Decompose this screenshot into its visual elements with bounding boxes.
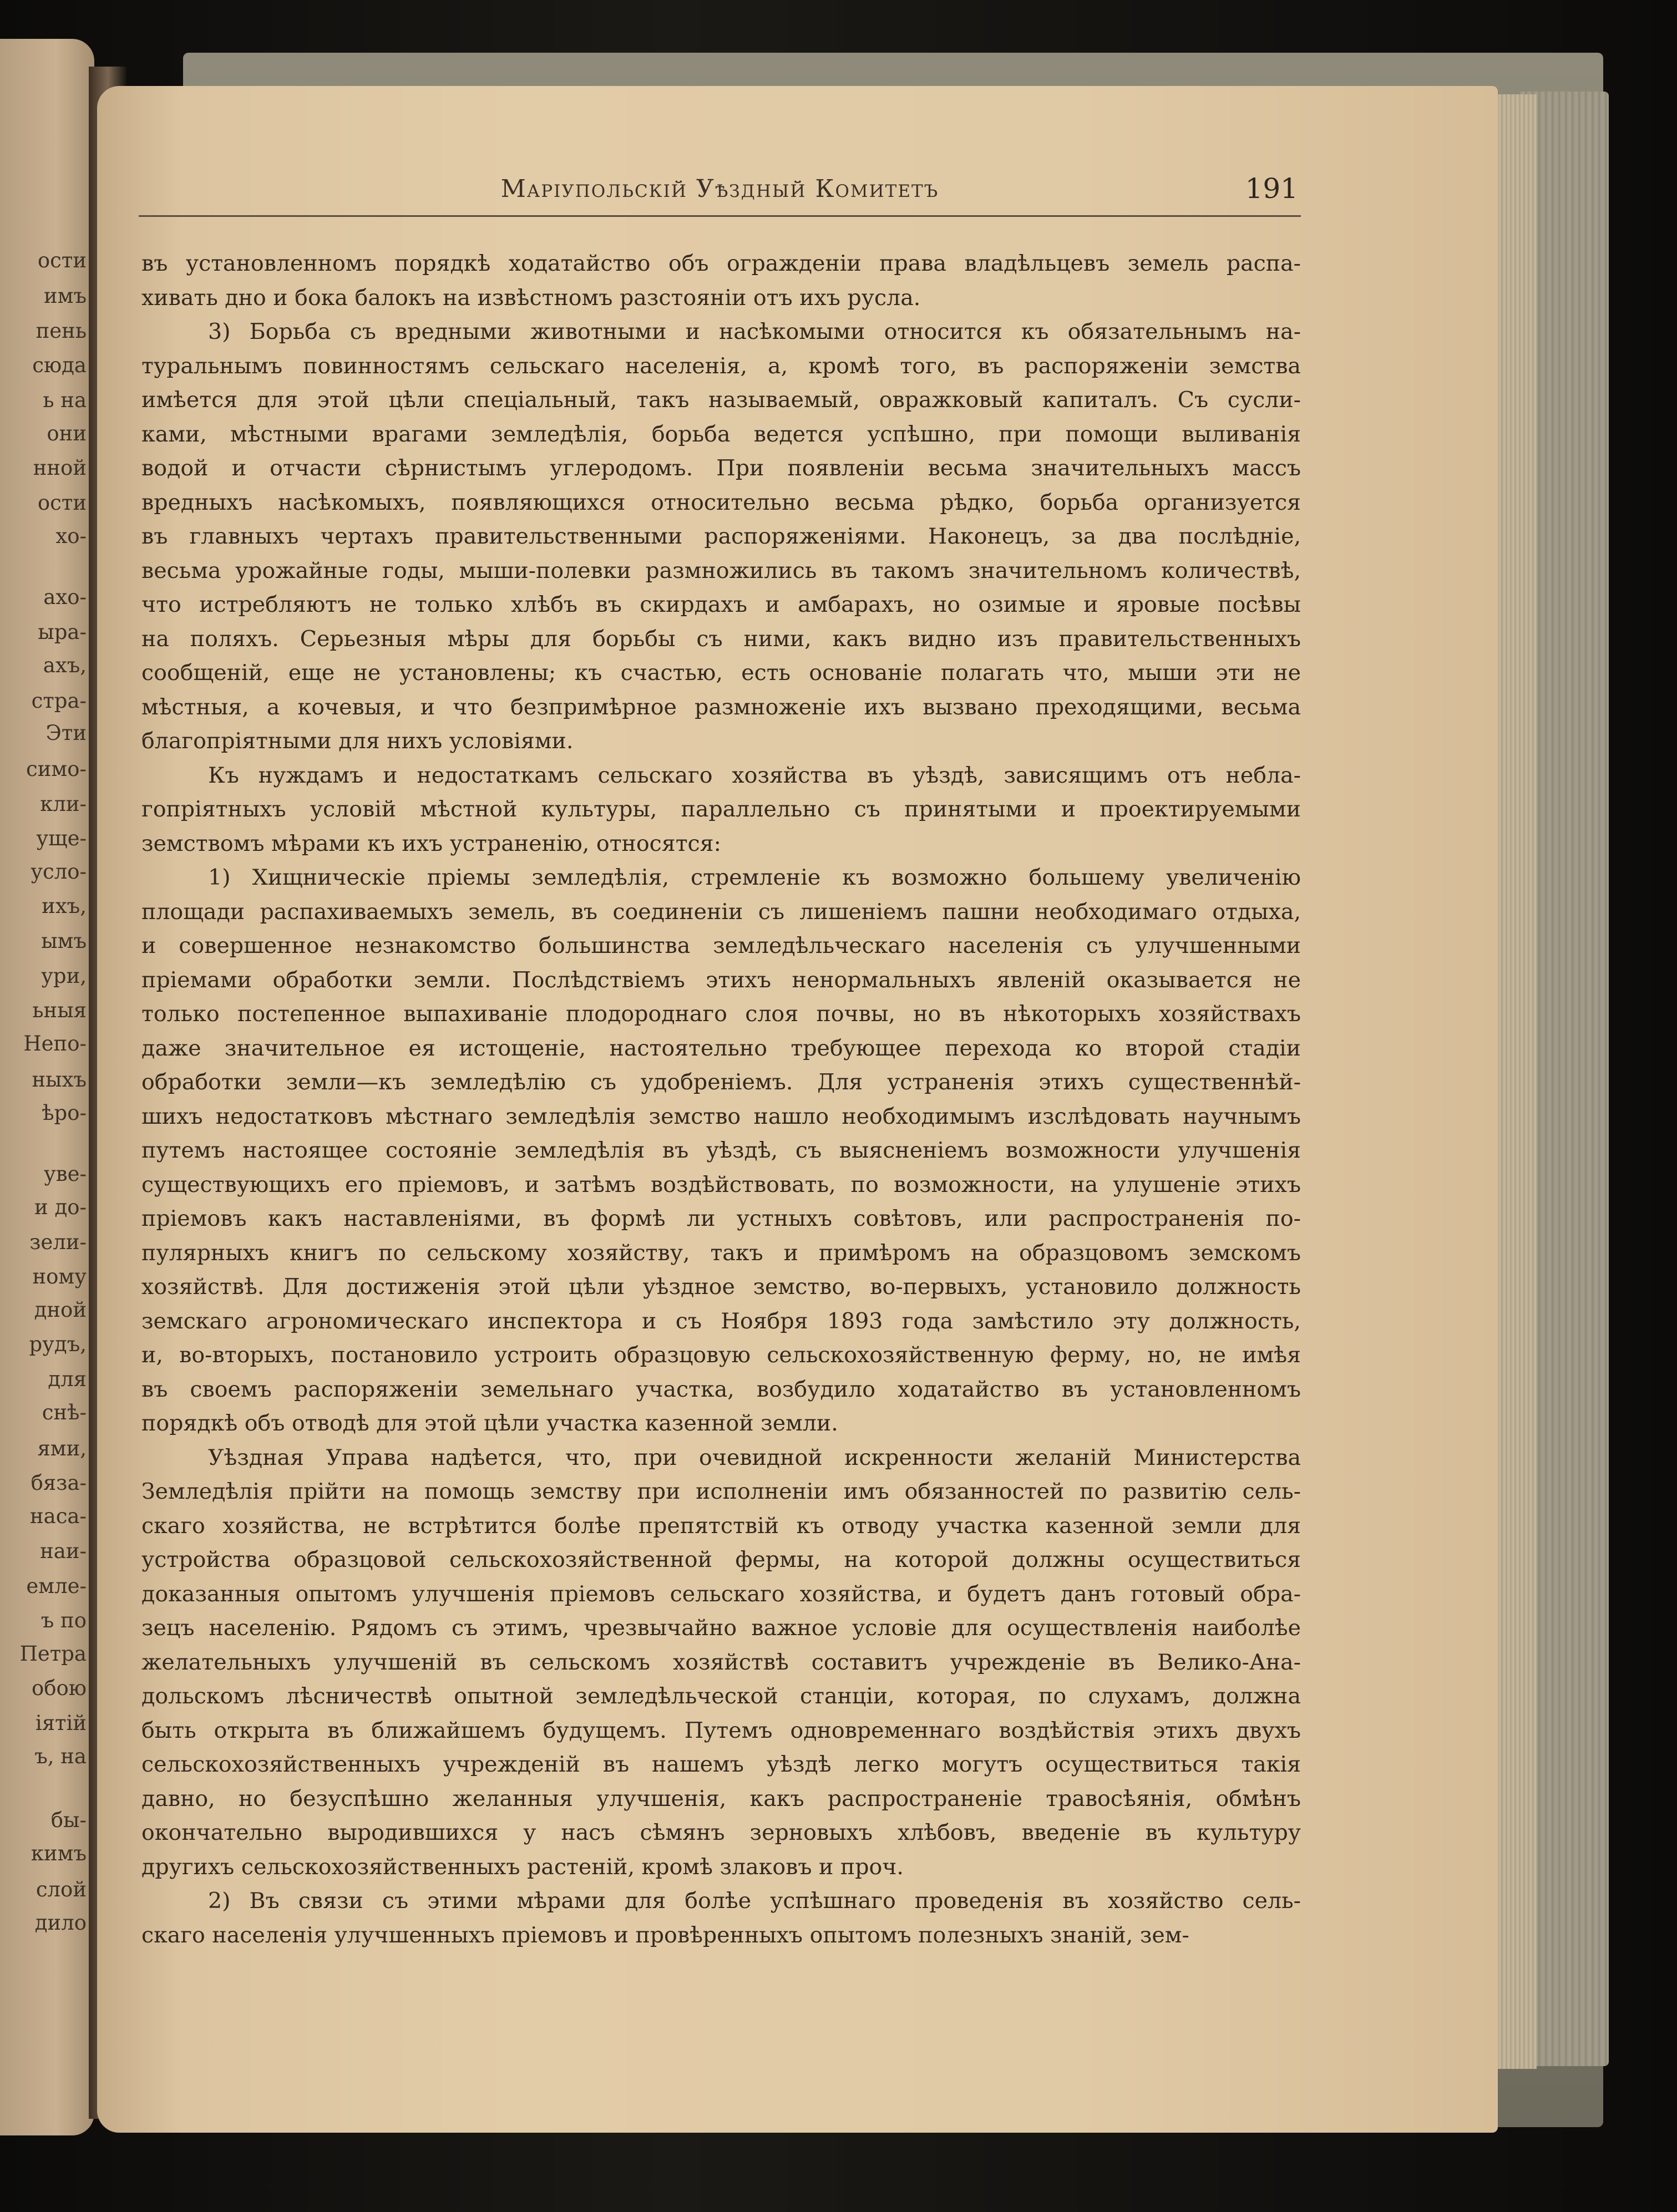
left-page-fragment: бы-	[50, 1808, 87, 1832]
text-line: путемъ настоящее состояніе земледѣлія въ уѣздѣ, съ выясненіемъ возможности улучшенія	[141, 1138, 1301, 1163]
text-line: обработки земли—къ земледѣлію съ удобреніемъ. Для устраненія этихъ существеннѣй-	[141, 1069, 1301, 1095]
text-line: даже значительное ея истощеніе, настоятельно требующее перехода ко второй стадіи	[141, 1035, 1301, 1061]
text-line: окончательно выродившихся у насъ сѣмянъ зерновыхъ хлѣбовъ, введеніе въ культуру	[141, 1820, 1301, 1845]
left-page-fragment: ости	[37, 491, 87, 515]
left-page-fragment: дной	[34, 1298, 87, 1322]
left-page-fragment: ному	[32, 1265, 87, 1288]
text-line: что истребляютъ не только хлѣбъ въ скирдахъ и амбарахъ, но озимые и яровые посѣвы	[141, 592, 1301, 617]
text-line: весьма урожайные годы, мыши-полевки размножились въ такомъ значительномъ количествѣ,	[141, 557, 1301, 584]
text-line: и, во-вторыхъ, постановило устроить образцовую сельскохозяйственную ферму, но, не имѣя	[141, 1342, 1301, 1368]
text-line: благопріятными для нихъ условіями.	[141, 728, 574, 754]
left-page-fragment: ости	[37, 248, 87, 272]
text-line: только постепенное выпахиваніе плодороднаго слоя почвы, но въ нѣкоторыхъ хозяйствахъ	[141, 1001, 1301, 1027]
left-page-fragment: симо-	[26, 757, 87, 781]
left-page-fragment: ъ, на	[34, 1744, 87, 1768]
text-line: доказанныя опытомъ улучшенія пріемовъ сельскаго хозяйства, и будетъ данъ готовый обра-	[141, 1581, 1301, 1607]
left-page-fragment: хо-	[55, 524, 87, 548]
left-page-fragment: ахъ,	[43, 653, 87, 677]
page-body	[141, 247, 1301, 1952]
header-rule	[139, 215, 1301, 217]
text-line: на поляхъ. Серьезныя мѣры для борьбы съ ними, какъ видно изъ правительственныхъ	[141, 626, 1301, 652]
text-line: скаго хозяйства, не встрѣтится болѣе препятствій къ отводу участка казенной земли для	[141, 1513, 1301, 1539]
left-page-fragment: іятій	[35, 1711, 87, 1735]
text-line: въ установленномъ порядкѣ ходатайство объ огражденіи права владѣльцевъ земель распа-	[141, 251, 1301, 276]
running-head: Маріупольскій Уѣздный Комитетъ	[500, 175, 939, 203]
left-page-fragment: ъ по	[40, 1609, 87, 1632]
text-line: гопріятныхъ условій мѣстной культуры, параллельно съ принятыми и проектируемыми	[141, 796, 1301, 822]
text-line: хивать дно и бока балокъ на извѣстномъ разстояніи отъ ихъ русла.	[141, 285, 921, 311]
text-line: желательныхъ улучшеній въ сельскомъ хозяйствѣ составитъ учрежденіе въ Велико-Ана-	[141, 1649, 1301, 1675]
text-line: водой и отчасти сѣрнистымъ углеродомъ. При появленіи весьма значительныхъ массъ	[141, 455, 1301, 481]
left-page-fragment: сюда	[32, 353, 87, 377]
text-line: пріемовъ какъ наставленіями, въ формѣ ли устныхъ совѣтовъ, или распространенія по-	[141, 1206, 1301, 1231]
left-page-fragment: Петра	[19, 1642, 87, 1666]
left-page-fragment: они	[47, 422, 87, 445]
text-line: другихъ сельскохозяйственныхъ растеній, кромѣ злаковъ и проч.	[141, 1854, 904, 1880]
text-line: пулярныхъ книгъ по сельскому хозяйству, такъ и примѣромъ на образцовомъ земскомъ	[141, 1240, 1301, 1266]
text-line: туральнымъ повинностямъ сельскаго населенія, а, кромѣ того, въ распоряженіи земства	[141, 353, 1301, 379]
page-header	[141, 175, 1298, 208]
text-line: сообщеній, еще не установлены; къ счастью, есть основаніе полагать что, мыши эти не	[141, 660, 1301, 686]
left-page-fragment: ури,	[41, 964, 87, 988]
left-page-fragment: обою	[31, 1676, 87, 1700]
text-line: земскаго агрономическаго инспектора и съ Ноября 1893 года замѣстило эту должность,	[141, 1308, 1301, 1334]
left-page-fragment: ымъ	[41, 929, 87, 953]
left-page-fragment: рудъ,	[29, 1332, 87, 1356]
left-page-fragment: кимъ	[31, 1841, 87, 1865]
left-page-fragment: ахо-	[43, 585, 87, 609]
text-line: 1) Хищническіе пріемы земледѣлія, стремленіе къ возможно большему увеличенію	[208, 865, 1301, 890]
text-line: 2) Въ связи съ этими мѣрами для болѣе успѣшнаго проведенія въ хозяйство сель-	[208, 1888, 1301, 1914]
text-line: въ главныхъ чертахъ правительственными распоряженіями. Наконецъ, за два послѣдніе,	[141, 524, 1301, 549]
left-page-fragment: Непо-	[23, 1032, 87, 1056]
left-page-fragment: усло-	[31, 860, 87, 884]
page-number: 191	[1245, 173, 1298, 205]
left-page-fragment: нной	[33, 456, 87, 480]
text-line: имѣется для этой цѣли спеціальный, такъ называемый, овражковый капиталъ. Съ сусли-	[141, 387, 1301, 413]
text-line: площади распахиваемыхъ земель, въ соединеніи съ лишеніемъ пашни необходимаго отдыха,	[141, 899, 1301, 925]
text-line: и совершенное незнакомство большинства земледѣльческаго населенія съ улучшенными	[141, 933, 1301, 958]
left-page-fragment: снѣ-	[42, 1401, 87, 1424]
left-page-fragment: стра-	[31, 689, 87, 713]
text-line: земствомъ мѣрами къ ихъ устраненію, относятся:	[141, 830, 721, 856]
text-line: порядкѣ объ отводѣ для этой цѣли участка казенной земли.	[141, 1411, 838, 1436]
text-line: въ своемъ распоряженіи земельнаго участка, возбудило ходатайство въ установленномъ	[141, 1376, 1301, 1402]
text-line: быть открыта въ ближайшемъ будущемъ. Путемъ одновременнаго воздѣйствія этихъ двухъ	[141, 1717, 1301, 1743]
text-line: вредныхъ насѣкомыхъ, появляющихся относительно весьма рѣдко, борьба организуется	[141, 489, 1301, 515]
left-page-fragment: ьныя	[32, 998, 87, 1022]
left-page-fragment: наи-	[40, 1539, 87, 1563]
left-page-fragment: уще-	[36, 826, 87, 850]
left-page-fragment: ь на	[43, 388, 87, 412]
text-line: Къ нуждамъ и недостаткамъ сельскаго хозяйства въ уѣздѣ, зависящимъ отъ небла-	[208, 762, 1301, 788]
text-line: Уѣздная Управа надѣется, что, при очевидной искренности желаній Министерства	[208, 1444, 1301, 1470]
left-page-fragment: для	[48, 1367, 87, 1391]
text-line: 3) Борьба съ вредными животными и насѣкомыми относится къ обязательнымъ на-	[208, 319, 1301, 344]
left-page-fragment: ихъ,	[42, 894, 87, 918]
left-page-fragment: кли-	[40, 792, 87, 816]
left-page-fragment: бяза-	[31, 1471, 87, 1495]
text-line: существующихъ его пріемовъ, и затѣмъ воздѣйствовать, по возможности, на улушеніе этихъ	[141, 1171, 1301, 1198]
left-page-fragment: слой	[36, 1878, 87, 1901]
text-line: мѣстныя, а кочевыя, и что безпримѣрное размноженіе ихъ вызвано преходящими, весьма	[141, 694, 1301, 720]
text-line: давно, но безуспѣшно желанныя улучшенія, какъ распространеніе травосѣянія, обмѣнъ	[141, 1785, 1301, 1812]
left-page-fragment: ѣро-	[42, 1101, 87, 1125]
left-page-fragment: емле-	[26, 1574, 87, 1598]
left-page-fragment: наса-	[29, 1504, 87, 1528]
previous-page-edge	[0, 39, 94, 2135]
left-page-fragment: пень	[36, 319, 87, 343]
text-line: пріемами обработки земли. Послѣдствіемъ этихъ ненормальныхъ явленій оказывается не	[141, 967, 1301, 993]
text-line: зецъ населенію. Рядомъ съ этимъ, чрезвычайно важное условіе для осуществленія наиболѣе	[141, 1615, 1301, 1641]
text-line: хозяйствѣ. Для достиженія этой цѣли уѣздное земство, во-первыхъ, установило должность	[141, 1274, 1301, 1300]
text-line: дольскомъ лѣсничествѣ опытной земледѣльческой станціи, которая, по слухамъ, должна	[141, 1683, 1301, 1709]
left-page-fragment: ями,	[37, 1437, 87, 1460]
text-line: шихъ недостатковъ мѣстнаго земледѣлія земство нашло необходимымъ изслѣдовать научнымъ	[141, 1103, 1301, 1129]
text-line: сельскохозяйственныхъ учрежденій въ нашемъ уѣздѣ легко могутъ осуществиться такія	[141, 1752, 1301, 1777]
left-page-fragment: Эти	[45, 721, 87, 745]
text-line: устройства образцовой сельскохозяйственной фермы, на которой должны осуществиться	[141, 1547, 1301, 1572]
left-page-fragment: имъ	[44, 284, 87, 308]
left-page-fragment: ыра-	[38, 620, 87, 644]
left-page-fragment: уве-	[44, 1162, 87, 1186]
left-page-fragment: зели-	[29, 1230, 87, 1254]
left-page-fragment: и до-	[34, 1195, 87, 1219]
left-page-fragment: дило	[34, 1911, 87, 1935]
left-page-fragment: ныхъ	[32, 1068, 87, 1092]
text-line: скаго населенія улучшенныхъ пріемовъ и провѣренныхъ опытомъ полезныхъ знаній, зем-	[141, 1922, 1189, 1948]
text-line: ками, мѣстными врагами земледѣлія, борьба ведется успѣшно, при помощи выливанія	[141, 421, 1301, 447]
text-line: Земледѣлія прійти на помощь земству при исполненіи имъ обязанностей по развитію сель-	[141, 1479, 1301, 1504]
